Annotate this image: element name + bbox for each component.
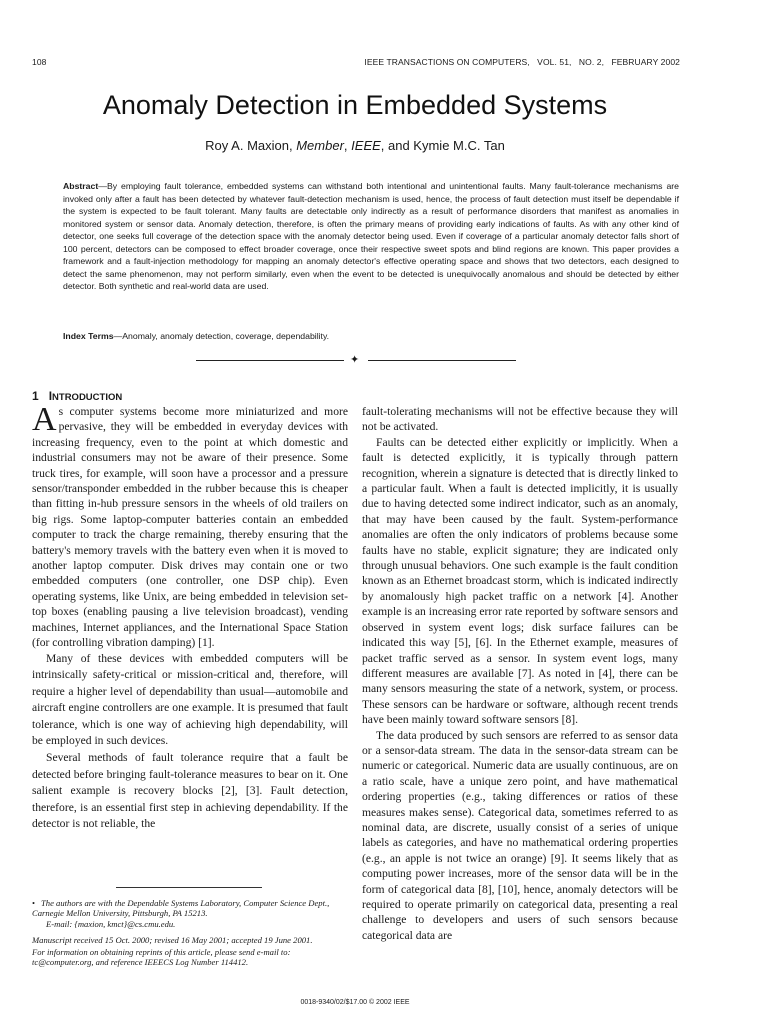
intro-paragraph-1 — [32, 401, 348, 651]
page-footer: 0018-9340/02/$17.00 © 2002 IEEE — [300, 999, 410, 1006]
footnote-rule — [116, 887, 262, 888]
affil-member: Member — [296, 138, 344, 153]
footnote-manuscript: Manuscript received 15 Oct. 2000; revised 16 May 2001; accepted 19 June 2001. — [32, 934, 313, 945]
affil-ieee: IEEE — [351, 138, 381, 153]
index-terms-text: —Anomaly, anomaly detection, coverage, dependability. — [113, 331, 330, 341]
author-tan: , and Kymie M.C. Tan — [380, 138, 505, 153]
footnote-email: E-mail: {maxion, kmct}@cs.cmu.edu. — [46, 918, 176, 929]
footnote-reprints: For information on obtaining reprints of this article, please send e-mail to: tc@computer.org, and reference IEEECS Log Number 114412. — [32, 947, 291, 968]
section-divider — [196, 353, 516, 366]
section-title-initial: I — [48, 389, 53, 403]
right-paragraph-2: Faults can be detected either explicitly or implicitly. When a fault is detected explicitly, it is typically through pattern recognition, wherein a signature is detected that is directly linked to a particular fault. When a fault is detected implicitly, it is usually due to having detected some indirect indicator, such as an anomaly, that may have been caused by the fault. System-performance anomalies are often the only indicators of problems because some faults have no stable, explicit signature; they are indicated only through unusual behaviors. One such example is the fault condition known as an Ethernet broadcast storm, which is indicated indirectly by anomalously high packet traffic on a network [4]. Another example is an increasing error rate reported by software sensors and observed in system event logs; disk surface failures can be indicated this way [5], [6]. In the Ethernet example, measures of packet traffic served as a sensor. In system event logs, many different measures are available [7]. As noted in [4], there can be many sensors measuring the state of a network, system, or process. These sensors can be hardware or software, although recent trends have been mainly toward software sensors [8]. — [362, 435, 678, 727]
drop-cap: A — [32, 401, 57, 438]
divider-star-icon: ✦ — [350, 353, 360, 366]
author-line — [0, 138, 710, 153]
journal-header: IEEE TRANSACTIONS ON COMPUTERS, VOL. 51, NO. 2, FEBRUARY 2002 — [364, 57, 680, 67]
footnotes — [32, 898, 348, 974]
index-terms — [63, 330, 679, 343]
index-terms-label: Index Terms — [63, 331, 114, 341]
right-paragraph-3: The data produced by such sensors are referred to as sensor data or a sensor-data stream. The data in the sensor-data stream can be numeric or categorical. Numeric data are usually continuous, are on a ratio scale, have a unique zero point, and have mathematical ordering properties (e.g., taking differences or ratios of these measures makes sense). Categorical data, sometimes referred to as nominal data, are discrete, usually consist of a series of unique labels as categories, and have no mathematical ordering properties (e.g., an apple is not twice an orange) [9]. It seems likely that as computing power increases, more of the sensor data will be in the form of categorical data [8], [10], hence, anomaly detectors will be required to operate primarily on categorical data, presenting a real challenge to developers and users of such sensors because categorical data are — [362, 728, 678, 942]
affil-comma: , — [343, 138, 348, 153]
footnote-bullet: • — [32, 898, 36, 908]
divider-line-right — [368, 360, 516, 361]
right-column — [362, 404, 678, 943]
footnote-authors — [32, 898, 348, 929]
author-maxion: Roy A. Maxion, — [205, 138, 293, 153]
right-paragraph-1: fault-tolerating mechanisms will not be effective because they will not be activated. — [362, 405, 678, 434]
intro-paragraph-3: Several methods of fault tolerance require that a fault be detected before bringing fault-tolerance measures to bear on it. One salient example is recovery blocks [2], [3]. Fault detection, therefore, is an essential first step in achieving dependability. If the detector is not reliable, the — [32, 751, 348, 831]
section-number: 1 — [32, 389, 39, 403]
page-number: 108 — [32, 57, 47, 67]
intro-paragraph-1-text: s computer systems become more miniaturized and more pervasive, they will be embedded in everyday devices with increasing frequency, even to the point at which domestic and industrial consumers may not be aware of their presence. Some truck tires, for example, will soon have a processor and a pressure sensor/transponder embedded in the rubber because this is cheaper than fitting in-hub pressure sensors in the wheels of old trailers on big rigs. Some laptop-computer batteries contain an embedded computer to track the charge remaining, thereby ensuring that the battery's memory travels with the battery even when it is moved to another laptop computer. Disk drives may contain one or two embedded computers (one controller, one DSP chip). Even operating systems, like Unix, are being embedded in television set-top boxes (enabling pausing a live television broadcast), vending machines, Internet appliances, and the International Space Station (for controlling vibration damping) [1]. — [32, 405, 348, 650]
abstract-text: —By employing fault tolerance, embedded systems can withstand both intentional and unintentional faults. Many fault-tolerance mechanisms are invoked only after a fault has been detected by whatever fault-detection mechanism is used, hence, the process of fault detection must itself be dependable if the system is expected to be fault tolerant. Many faults are detectable only indirectly as a result of performance disorders that manifest as anomalies in monitored system or sensor data. Anomaly detection, therefore, is often the primary means of providing early indications of faults. As with any other kind of detector, one seeks full coverage of the detection space with the anomaly detector being used. Even if coverage of a particular anomaly detector falls short of 100 percent, detectors can be composed to effect broader coverage, once their respective sweet spots and blind regions are known. This paper provides a framework and a fault-injection methodology for mapping an anomaly detector's effective operating space and shows that two detectors, each designed to detect the same phenomenon, may not perform similarly, even when the event to be detected is unequivocally anomalous and should be detected by either detector. Both synthetic and real-world data are used. — [63, 181, 679, 291]
intro-paragraph-2: Many of these devices with embedded computers will be intrinsically safety-critical or mission-critical and, therefore, will require a higher level of dependability than usual—automobile and aircraft engine controllers are one example. It is presumed that fault tolerance, which is one way of achieving high dependability, will be employed in such devices. — [32, 651, 348, 748]
left-column — [32, 401, 348, 833]
abstract-label: Abstract — [63, 181, 99, 191]
footnote-authors-text: The authors are with the Dependable Systems Laboratory, Computer Science Dept., Carnegie Mellon University, Pittsburgh, PA 15213. — [32, 898, 330, 919]
paper-title: Anomaly Detection in Embedded Systems — [102, 90, 608, 120]
abstract — [63, 180, 679, 293]
divider-line-left — [196, 360, 344, 361]
section-title-rest: NTRODUCTION — [52, 392, 123, 403]
